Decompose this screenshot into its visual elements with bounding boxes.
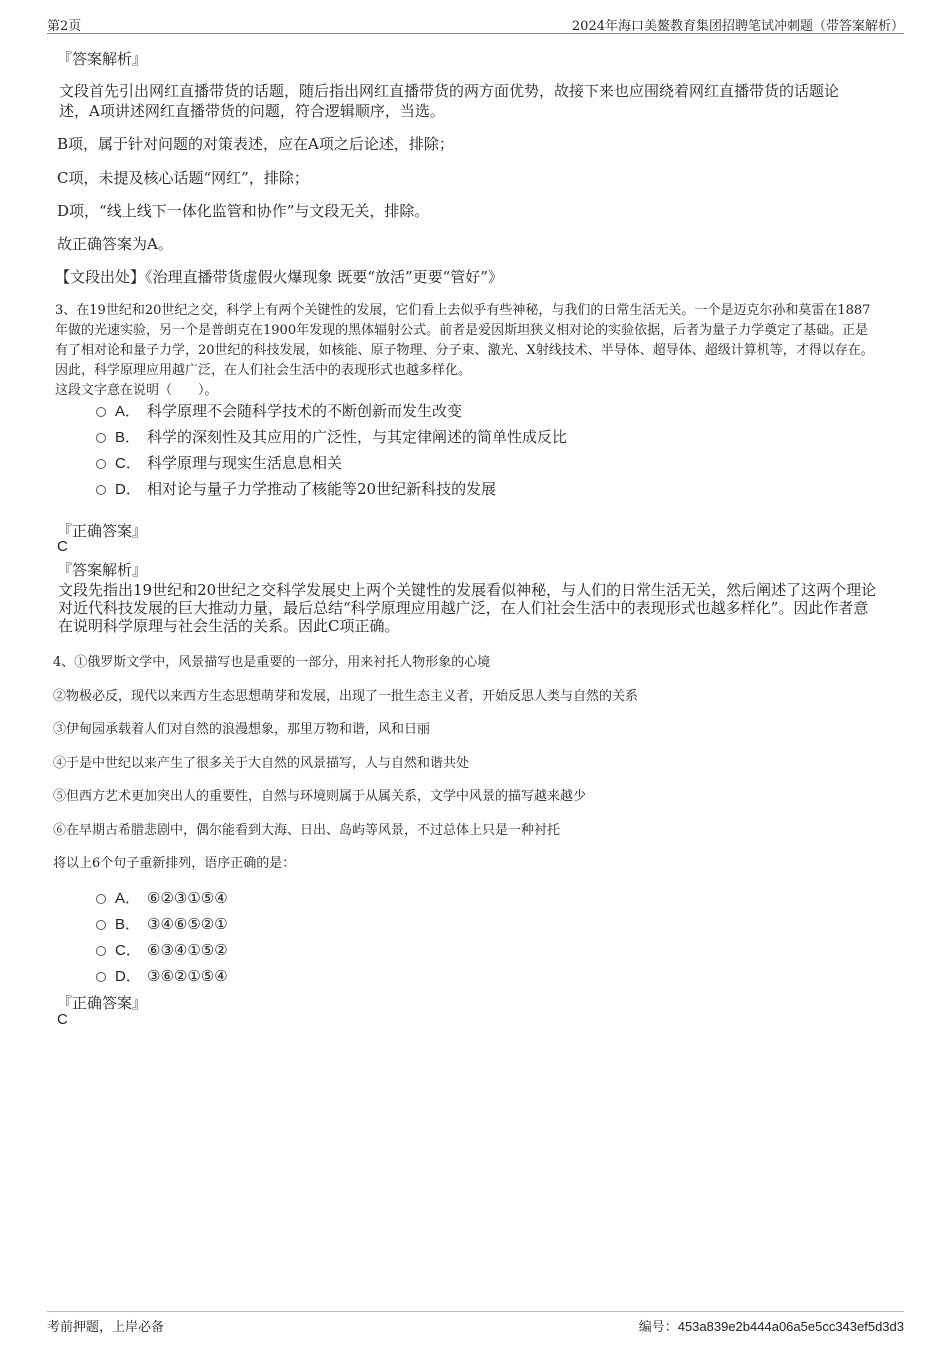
q4-sentence: ②物极必反，现代以来西方生态思想萌芽和发展，出现了一批生态主义者，开始反思人类与自然的关系 — [53, 689, 639, 704]
q3-option-c[interactable]: C． 科学原理与现实生活息息相关 — [96, 452, 342, 472]
q3-stem-line: 3、在19世纪和20世纪之交，科学上有两个关键性的发展，它们看上去似乎有些神秘，与我们的日常生活无关。一个是迈克尔孙和莫雷在1887 — [55, 303, 871, 318]
q2-analysis-line2: 述，A项讲述网红直播带货的问题，符合逻辑顺序，当选。 — [59, 102, 445, 120]
radio-icon[interactable] — [96, 433, 106, 443]
q4-sentence: ④于是中世纪以来产生了很多关于大自然的风景描写，人与自然和谐共处 — [53, 756, 470, 771]
q2-source: 【文段出处】《治理直播带货虚假火爆现象 既要“放活”更要“管好”》 — [55, 268, 503, 286]
page-header — [47, 14, 904, 34]
q4-sentence: ③伊甸园承载着人们对自然的浪漫想象，那里万物和谐，风和日丽 — [53, 722, 431, 737]
q3-stem-line: 因此，科学原理应用越广泛，在人们社会生活中的表现形式也越多样化。 — [55, 363, 472, 378]
radio-icon[interactable] — [96, 459, 106, 469]
q4-option-d[interactable]: D． ③⑥②①⑤④ — [96, 965, 228, 985]
q2-analysis-line1: 文段首先引出网红直播带货的话题，随后指出网红直播带货的两方面优势，故接下来也应围绕着网红直播带货的话题论 — [59, 82, 840, 100]
q4-question: 将以上6个句子重新排列，语序正确的是： — [53, 856, 296, 871]
q4-answer: C — [57, 1011, 68, 1028]
q2-analysis-c: C项，未提及核心话题“网红”，排除； — [57, 169, 309, 187]
footer-slogan: 考前押题，上岸必备 — [47, 1320, 165, 1335]
q4-answer-label: 『正确答案』 — [57, 994, 148, 1012]
q3-analysis-line: 在说明科学原理与社会生活的关系。因此C项正确。 — [58, 617, 400, 635]
radio-icon[interactable] — [96, 972, 106, 982]
q3-stem-line: 年做的光速实验，另一个是普朗克在1900年发现的黑体辐射公式。前者是爱因斯坦狭义相对论的实验依据，后者为量子力学奠定了基础。正是 — [55, 323, 869, 338]
q3-stem-line: 有了相对论和量子力学，20世纪的科技发展，如核能、原子物理、分子束、激光、X射线技术、半导体、超导体、超级计算机等，才得以存在。 — [55, 343, 874, 358]
q3-option-a[interactable]: A． 科学原理不会随科学技术的不断创新而发生改变 — [96, 400, 462, 420]
q4-sentence: ⑥在早期古希腊悲剧中，偶尔能看到大海、日出、岛屿等风景，不过总体上只是一种衬托 — [53, 823, 561, 838]
q3-analysis-line: 对近代科技发展的巨大推动力量，最后总结“科学原理应用越广泛，在人们社会生活中的表现形式也越多样化”。因此作者意 — [58, 599, 869, 617]
q4-option-c[interactable]: C． ⑥③④①⑤② — [96, 939, 228, 959]
radio-icon[interactable] — [96, 485, 106, 495]
q3-analysis-label: 『答案解析』 — [57, 561, 148, 579]
q4-sentence: 4、①俄罗斯文学中，风景描写也是重要的一部分，用来衬托人物形象的心境 — [53, 655, 491, 670]
footer-code: 编号：453a839e2b444a06a5e5cc343ef5d3d3 — [638, 1319, 904, 1335]
q2-analysis-d: D项，“线上线下一体化监管和协作”与文段无关，排除。 — [57, 202, 430, 220]
radio-icon[interactable] — [96, 407, 106, 417]
q2-conclusion: 故正确答案为A。 — [57, 235, 173, 253]
q3-question: 这段文字意在说明（ ）。 — [55, 383, 218, 398]
page-number: 第2页 — [47, 19, 82, 34]
q3-answer: C — [57, 538, 68, 555]
q3-answer-label: 『正确答案』 — [57, 522, 148, 540]
document-title: 2024年海口美鳌教育集团招聘笔试冲刺题（带答案解析） — [571, 19, 904, 34]
radio-icon[interactable] — [96, 946, 106, 956]
q2-analysis-label: 『答案解析』 — [57, 50, 148, 68]
q2-analysis-b: B项，属于针对问题的对策表述，应在A项之后论述，排除； — [57, 135, 454, 153]
q4-option-b[interactable]: B． ③④⑥⑤②① — [96, 913, 228, 933]
q3-option-b[interactable]: B． 科学的深刻性及其应用的广泛性，与其定律阐述的简单性成反比 — [96, 426, 567, 446]
page-footer — [47, 1311, 904, 1335]
radio-icon[interactable] — [96, 920, 106, 930]
q4-sentence: ⑤但西方艺术更加突出人的重要性，自然与环境则属于从属关系，文学中风景的描写越来越少 — [53, 789, 587, 804]
radio-icon[interactable] — [96, 894, 106, 904]
q3-option-d[interactable]: D． 相对论与量子力学推动了核能等20世纪新科技的发展 — [96, 478, 496, 498]
q3-analysis-line: 文段先指出19世纪和20世纪之交科学发展史上两个关键性的发展看似神秘，与人们的日常生活无关，然后阐述了这两个理论 — [58, 581, 877, 599]
q4-option-a[interactable]: A． ⑥②③①⑤④ — [96, 887, 228, 907]
